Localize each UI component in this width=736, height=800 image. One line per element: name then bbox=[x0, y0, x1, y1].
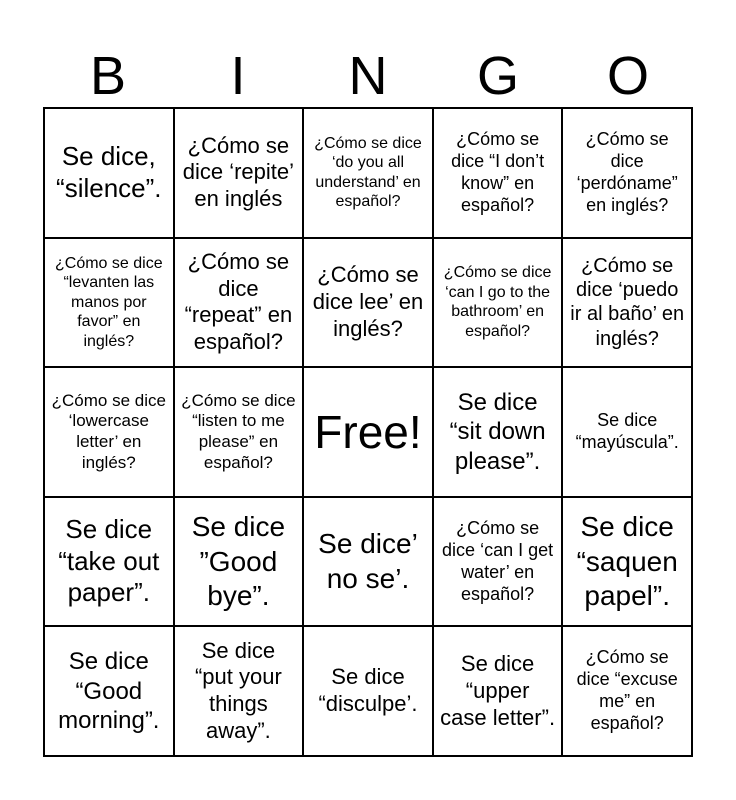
bingo-cell: Se dice “mayúscula”. bbox=[562, 367, 692, 497]
bingo-cell: ¿Cómo se dice ‘lowercase letter’ en inglés? bbox=[44, 367, 174, 497]
bingo-cell: ¿Cómo se dice lee’ en inglés? bbox=[303, 238, 433, 368]
bingo-cell: ¿Cómo se dice ‘do you all understand’ en español? bbox=[303, 108, 433, 238]
header-letter-o: O bbox=[606, 46, 649, 106]
header-letter-i: I bbox=[230, 46, 246, 106]
bingo-cell: ¿Cómo se dice ‘perdóname” en inglés? bbox=[562, 108, 692, 238]
bingo-cell: ¿Cómo se dice “levanten las manos por favor” en inglés? bbox=[44, 238, 174, 368]
bingo-card-grid bbox=[43, 107, 693, 757]
bingo-cell: Se dice “saquen papel”. bbox=[562, 497, 692, 627]
bingo-cell: ¿Cómo se dice “listen to me please” en español? bbox=[174, 367, 304, 497]
header-letter-b: B bbox=[89, 46, 127, 106]
bingo-cell: ¿Cómo se dice ‘can I get water’ en español? bbox=[433, 497, 563, 627]
bingo-cell: ¿Cómo se dice “excuse me” en español? bbox=[562, 626, 692, 756]
bingo-cell: ¿Cómo se dice ‘repite’ en inglés bbox=[174, 108, 304, 238]
header-letter-g: G bbox=[476, 46, 519, 106]
bingo-cell: Se dice’ no se’. bbox=[303, 497, 433, 627]
bingo-cell: Se dice, “silence”. bbox=[44, 108, 174, 238]
bingo-cell: Se dice “Good morning”. bbox=[44, 626, 174, 756]
bingo-cell: Se dice “sit down please”. bbox=[433, 367, 563, 497]
bingo-cell: ¿Cómo se dice ‘can I go to the bathroom’ en español? bbox=[433, 238, 563, 368]
free-space-cell: Free! bbox=[303, 367, 433, 497]
bingo-cell: Se dice “take out paper”. bbox=[44, 497, 174, 627]
bingo-cell: Se dice “disculpe’. bbox=[303, 626, 433, 756]
bingo-cell: ¿Cómo se dice ‘puedo ir al baño’ en inglés? bbox=[562, 238, 692, 368]
bingo-cell: ¿Cómo se dice “repeat” en español? bbox=[174, 238, 304, 368]
bingo-header bbox=[43, 44, 693, 108]
bingo-cell: Se dice ”Good bye”. bbox=[174, 497, 304, 627]
bingo-cell: Se dice “upper case letter”. bbox=[433, 626, 563, 756]
bingo-cell: Se dice “put your things away”. bbox=[174, 626, 304, 756]
header-letter-n: N bbox=[348, 46, 388, 106]
bingo-cell: ¿Cómo se dice “I don’t know” en español? bbox=[433, 108, 563, 238]
